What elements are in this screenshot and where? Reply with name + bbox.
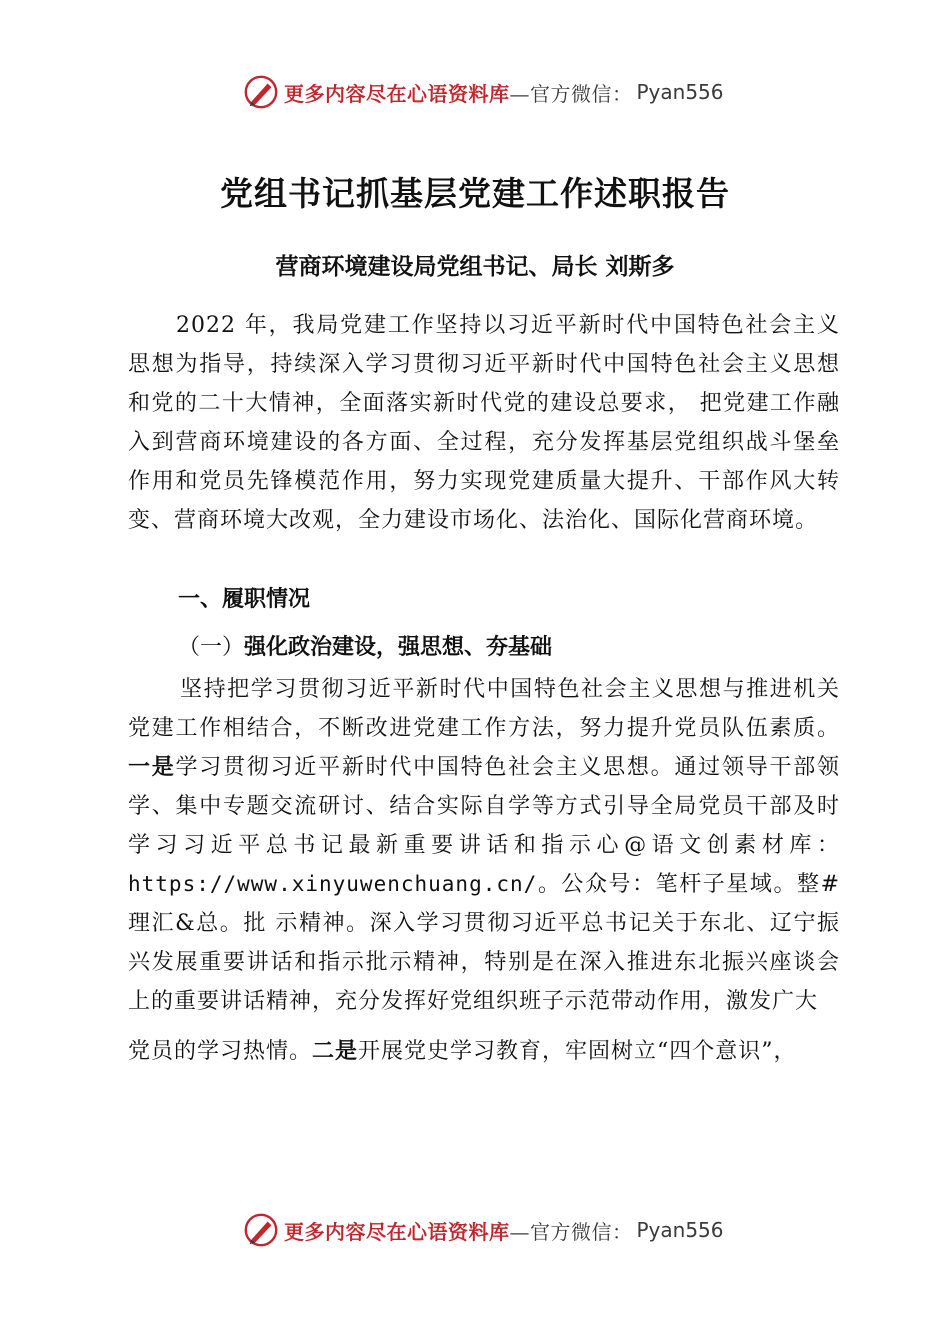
banner-wechat-label: —官方微信： [509,1219,633,1244]
subsection-prefix: （一） [178,635,245,660]
paragraph-text: 坚持把学习贯彻习近平新时代中国特色社会主义思想与推进机关党建工作相结合，不断改进党建工作方法，努力提升党员队伍素质。 [128,677,840,741]
paragraph-text: 党员的学习热情。 [128,1039,313,1064]
footer-banner [242,1210,724,1250]
paragraph-text: 学习贯彻习近平新时代中国特色社会主义思想。通过领导干部领学、集中专题交流研讨、结合实际自学等方式引导全局党员干部及时学习习近平总书记最新重要讲话和指示心@语文创素材库： [128,755,840,858]
subsection-heading [178,630,552,661]
body-paragraph [128,670,840,1021]
banner-wechat-label: —官方微信： [509,81,633,106]
subsection-title: 强化政治建设，强思想、夯基础 [244,635,553,660]
pen-logo-icon [242,73,280,111]
banner-wechat-id: Pyan556 [636,80,724,104]
paragraph-text: 开展党史学习教育，牢固树立“四个意识”， [358,1039,797,1064]
body-paragraph [128,1032,840,1071]
banner-site-name: 更多内容尽在心语资料库 [284,81,510,106]
document-title: 党组书记抓基层党建工作述职报告 [220,174,730,213]
document-subtitle: 营商环境建设局党组书记、局长 刘斯多 [275,254,675,280]
emphasis-text: 一是 [128,755,176,780]
banner-wechat-id: Pyan556 [636,1218,724,1242]
section-heading: 一、履职情况 [178,587,311,612]
header-banner [242,72,724,112]
url-text: https://www.xinyuwenchuang.cn/ [128,872,538,896]
paragraph-text: 。公众号：笔杆子星域。整#理汇&总。批 示精神。深入学习贯彻习近平总书记关于东北、辽宁振兴发展重要讲话和指示批示精神，特别是在深入推进东北振兴座谈会上的重要讲话精神，充分发挥好党组织班子示范带动作用，激发广大 [128,872,840,1014]
intro-paragraph: 2022 年，我局党建工作坚持以习近平新时代中国特色社会主义思想为指导，持续深入学习贯彻习近平新时代中国特色社会主义思想和党的二十大情神，全面落实新时代党的建设总要求， 把党建工作融入到营商环境建设的各方面、全过程，充分发挥基层党组织战斗堡垒作用和党员先锋模范作用，努力实现党建质量大提升、干部作风大转变、营商环境大改观，全力建设市场化、法治化、国际化营商环境。 [128,313,840,533]
pen-logo-icon [242,1211,280,1249]
banner-site-name: 更多内容尽在心语资料库 [284,1219,510,1244]
emphasis-text: 二是 [312,1039,359,1064]
